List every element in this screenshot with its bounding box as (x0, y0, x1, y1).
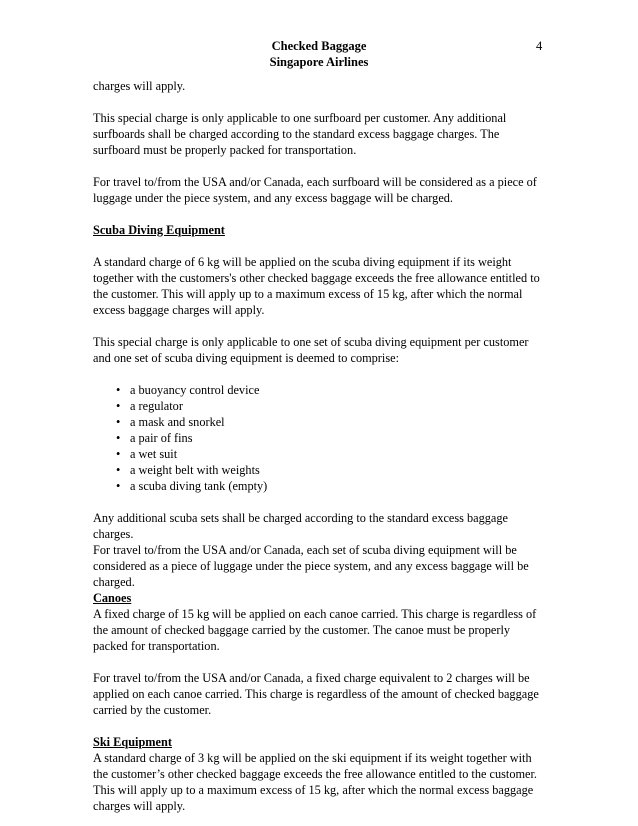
bullet-icon: • (116, 447, 121, 461)
list-item: • a wet suit (116, 447, 178, 461)
bullet-icon: • (116, 463, 121, 477)
scuba-equipment-list (93, 382, 545, 494)
bullet-icon: • (116, 383, 121, 397)
bullet-icon: • (116, 415, 121, 429)
paragraph-surfboard-limit: This special charge is only applicable to one surfboard per customer. Any additional surfboards shall be charged according to the standard excess baggage charges. The surfboard must be properly packed for transportation. (93, 111, 507, 157)
paragraph-surfboard-usa: For travel to/from the USA and/or Canada, each surfboard will be considered as a piece of luggage under the piece system, and any excess baggage will be charged. (93, 175, 537, 205)
paragraph-continuation: charges will apply. (93, 79, 186, 93)
header-title: Checked Baggage (271, 39, 367, 53)
list-item: • a mask and snorkel (116, 415, 225, 429)
paragraph-canoe-usa: For travel to/from the USA and/or Canada, a fixed charge equivalent to 2 charges will be applied on each canoe carried. This charge is regardless of the amount of checked baggage carried by the customer. (93, 671, 539, 717)
section-heading-canoes: Canoes (93, 591, 132, 605)
section-heading-ski: Ski Equipment (93, 735, 172, 749)
paragraph-ski-charge: A standard charge of 3 kg will be applied on the ski equipment if its weight together with the customer’s other checked baggage exceeds the free allowance entitled to the customer. This will apply up to a maximum excess of 15 kg, after which the normal excess baggage charges will apply. (93, 751, 537, 813)
bullet-icon: • (116, 479, 121, 493)
paragraph-scuba-charge: A standard charge of 6 kg will be applied on the scuba diving equipment if its weight together with the customers's other checked baggage exceeds the free allowance entitled to the customer. This will apply up to a maximum excess of 15 kg, after which the normal excess baggage charges will apply. (93, 255, 540, 317)
page-number: 4 (536, 39, 543, 53)
bullet-icon: • (116, 431, 121, 445)
list-item: • a pair of fins (116, 431, 193, 445)
paragraph-scuba-additional: Any additional scuba sets shall be charged according to the standard excess baggage charges. (93, 511, 508, 541)
list-item: • a scuba diving tank (empty) (116, 479, 268, 493)
list-item: • a buoyancy control device (116, 383, 260, 397)
section-heading-scuba: Scuba Diving Equipment (93, 223, 225, 237)
header-subtitle: Singapore Airlines (269, 55, 369, 69)
paragraph-scuba-set: This special charge is only applicable to one set of scuba diving equipment per customer and one set of scuba diving equipment is deemed to comprise: (93, 335, 529, 365)
paragraph-canoe-charge: A fixed charge of 15 kg will be applied on each canoe carried. This charge is regardless of the amount of checked baggage carried by the customer. The canoe must be properly packed for transportation. (93, 607, 537, 653)
paragraph-scuba-usa: For travel to/from the USA and/or Canada, each set of scuba diving equipment will be considered as a piece of luggage under the piece system, and any excess baggage will be charged. (93, 543, 529, 589)
document-body (93, 78, 545, 814)
page-header (0, 38, 638, 70)
list-item: • a regulator (116, 399, 183, 413)
list-item: • a weight belt with weights (116, 463, 260, 477)
bullet-icon: • (116, 399, 121, 413)
